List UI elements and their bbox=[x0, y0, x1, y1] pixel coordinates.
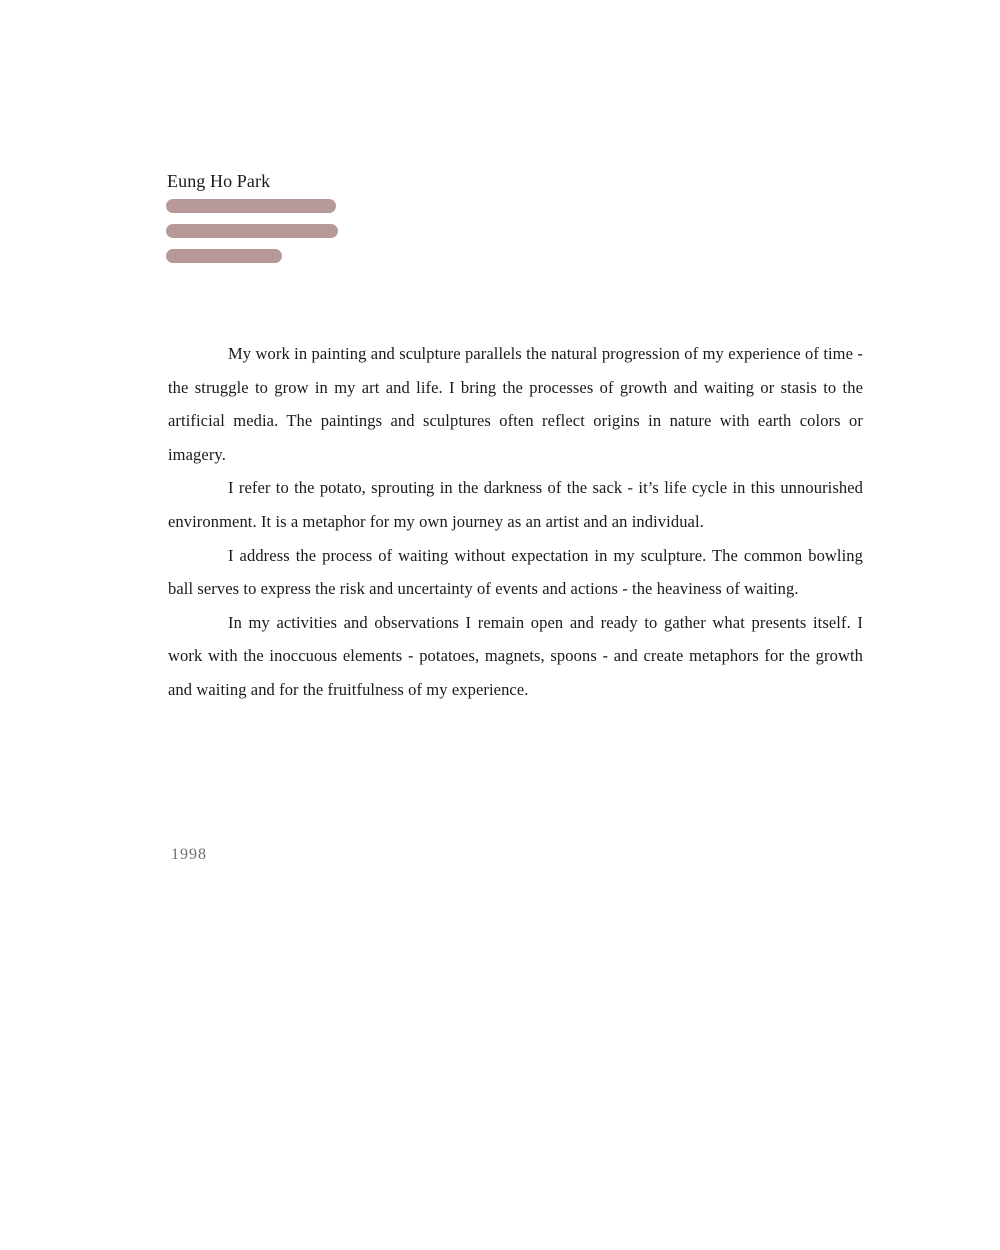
statement-paragraph: My work in painting and sculpture parallels the natural progression of my experience of time - the struggle to grow in my art and life. I bring the processes of growth and waiting or stasis to the artificial media. The paintings and sculptures often reflect origins in nature with earth colors or imagery. bbox=[168, 344, 863, 464]
statement-paragraph: I address the process of waiting without expectation in my sculpture. The common bowling ball serves to express the risk and uncertainty of events and actions - the heaviness of waiting. bbox=[168, 545, 863, 599]
statement-paragraph: I refer to the potato, sprouting in the darkness of the sack - it’s life cycle in this unnourished environment. It is a metaphor for my own journey as an artist and an individual. bbox=[168, 478, 863, 531]
statement-paragraph: In my activities and observations I remain open and ready to gather what presents itself. I work with the inoccuous elements - potatoes, magnets, spoons - and create metaphors for the growth and waiting and for the fruitfulness of my experience. bbox=[168, 612, 863, 699]
statement-year: 1998 bbox=[171, 846, 207, 863]
redacted-address-line-3 bbox=[166, 249, 282, 263]
redacted-address-line-2 bbox=[166, 224, 338, 238]
artist-statement bbox=[168, 337, 863, 707]
author-name: Eung Ho Park bbox=[167, 171, 271, 191]
redacted-address-line-1 bbox=[166, 199, 336, 213]
